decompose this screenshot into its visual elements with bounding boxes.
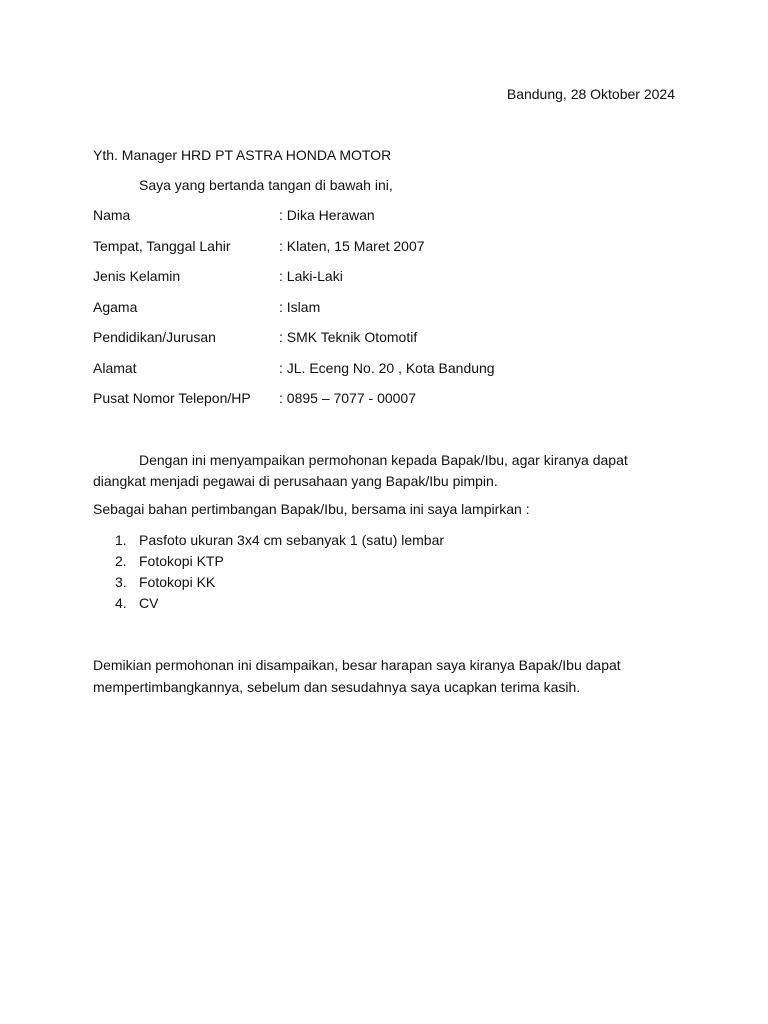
field-label: Nama bbox=[93, 207, 131, 223]
field-value: : JL. Eceng No. 20 , Kota Bandung bbox=[279, 359, 495, 376]
list-text: CV bbox=[139, 595, 159, 611]
field-label: Tempat, Tanggal Lahir bbox=[93, 237, 231, 254]
list-number: 2. bbox=[115, 553, 127, 569]
letter-date: Bandung, 28 Oktober 2024 bbox=[506, 86, 675, 102]
field-value: : Klaten, 15 Maret 2007 bbox=[279, 237, 425, 254]
field-label: Pusat Nomor Telepon/HP bbox=[93, 390, 251, 406]
list-text: Fotokopi KK bbox=[139, 574, 216, 590]
field-label: Jenis Kelamin bbox=[93, 268, 181, 284]
list-text: Fotokopi KTP bbox=[139, 553, 224, 569]
request-paragraph-text: Dengan ini menyampaikan permohonan kepada Bapak/Ibu, agar kiranya dapat diangkat menjadi pegawai di perusahaan yang Bapak/Ibu pimpin. bbox=[93, 452, 628, 489]
field-value: : Laki-Laki bbox=[279, 268, 343, 284]
field-value: : Islam bbox=[279, 298, 321, 315]
attachment-intro: Sebagai bahan pertimbangan Bapak/Ibu, bersama ini saya lampirkan : bbox=[93, 501, 530, 517]
request-paragraph bbox=[93, 450, 678, 492]
field-label: Alamat bbox=[93, 359, 137, 376]
field-label: Agama bbox=[93, 298, 138, 315]
field-value: : SMK Teknik Otomotif bbox=[279, 329, 418, 345]
list-number: 1. bbox=[115, 532, 127, 548]
field-value: : 0895 – 7077 - 00007 bbox=[279, 390, 417, 406]
closing-paragraph: Demikian permohonan ini disampaikan, besar harapan saya kiranya Bapak/Ibu dapat mempertimbangkannya, sebelum dan sesudahnya saya ucapkan terima kasih. bbox=[93, 657, 621, 695]
letter-recipient: Yth. Manager HRD PT ASTRA HONDA MOTOR bbox=[93, 147, 392, 163]
list-number: 4. bbox=[115, 595, 127, 611]
field-label: Pendidikan/Jurusan bbox=[93, 329, 216, 345]
list-number: 3. bbox=[115, 574, 127, 590]
field-value: : Dika Herawan bbox=[279, 207, 375, 223]
list-text: Pasfoto ukuran 3x4 cm sebanyak 1 (satu) lembar bbox=[139, 532, 445, 548]
letter-intro: Saya yang bertanda tangan di bawah ini, bbox=[139, 177, 393, 193]
